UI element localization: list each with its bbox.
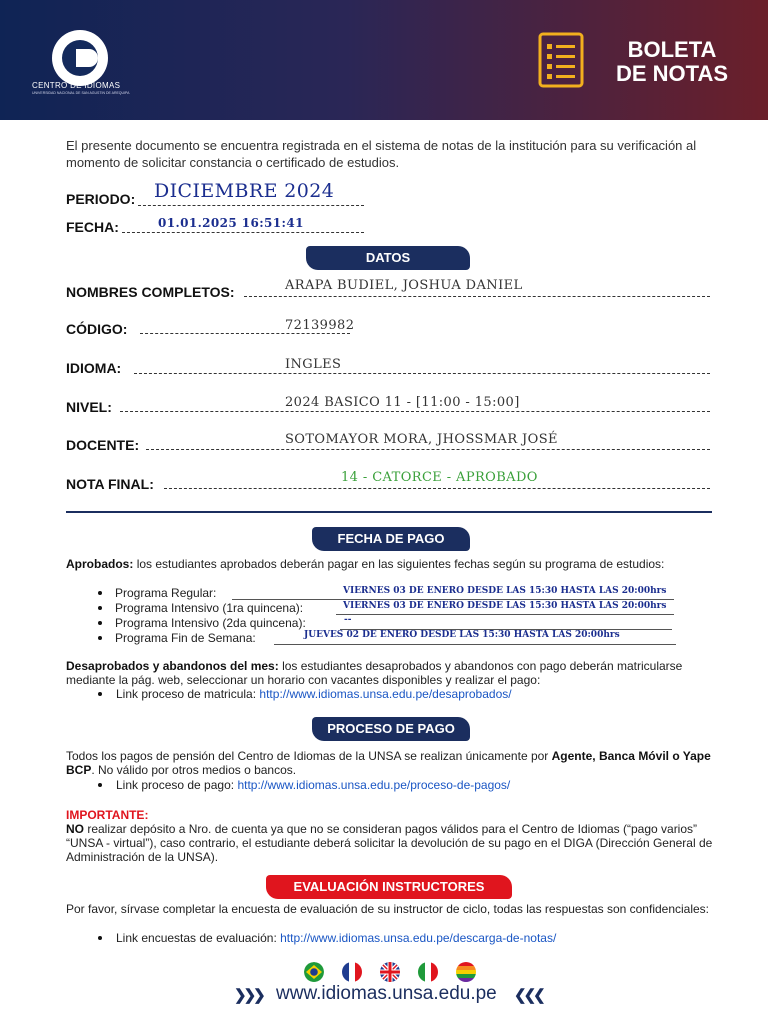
fecha-line [122, 232, 364, 233]
link-evaluacion[interactable]: http://www.idiomas.unsa.edu.pe/descarga-de-notas/ [280, 931, 557, 945]
programa-intensivo2-label: Programa Intensivo (2da quincena): [115, 616, 306, 630]
proceso-text-c: . No válido por otros medios o bancos. [91, 763, 297, 777]
nombres-label: NOMBRES COMPLETOS: [66, 284, 235, 300]
importante-label: IMPORTANTE: [66, 808, 149, 822]
nota-line [164, 488, 710, 489]
docente-value: SOTOMAYOR MORA, JHOSSMAR JOSÉ [285, 432, 558, 447]
periodo-value: DICIEMBRE 2024 [154, 180, 335, 202]
aprobados-paragraph [66, 557, 716, 571]
link-matricula-label: Link proceso de matricula: [116, 687, 257, 701]
link-pago-row [116, 778, 510, 792]
desaprobados-text: los estudiantes desaprobados y abandonos con pago deberán matricularse mediante la pág. web, seleccionar un horario con vacantes disponibles y realizar el pago: [66, 659, 683, 687]
nombres-line [244, 296, 710, 297]
programa-intensivo1-line [336, 614, 674, 615]
link-pago-label: Link proceso de pago: [116, 778, 235, 792]
proceso-paragraph [66, 749, 716, 777]
document-list-icon [538, 32, 584, 88]
fecha-label: FECHA: [66, 219, 119, 235]
docente-line [146, 449, 710, 450]
uk-flag-icon [380, 962, 400, 982]
idioma-label: IDIOMA: [66, 360, 122, 376]
link-evaluacion-row [116, 931, 556, 945]
programa-intensivo2-value: -- [344, 615, 352, 625]
idioma-value: INGLES [285, 357, 342, 372]
importante-no: NO [66, 822, 84, 836]
datos-heading: DATOS [306, 246, 470, 270]
programa-finsemana-value: JUEVES 02 DE ENERO DESDE LAS 15:30 HASTA LAS 20:00hrs [304, 630, 620, 640]
programa-regular-line [232, 599, 674, 600]
nota-value: 14 - CATORCE - APROBADO [341, 470, 538, 485]
programa-intensivo1-label: Programa Intensivo (1ra quincena): [115, 601, 304, 615]
link-evaluacion-label: Link encuestas de evaluación: [116, 931, 277, 945]
proceso-pago-heading: PROCESO DE PAGO [312, 717, 470, 741]
intro-text: El presente documento se encuentra registrada en el sistema de notas de la institución para su verificación al momento de solicitar constancia o certificado de estudios. [66, 138, 697, 170]
footer-chevrons-right: ❮❮❮ [514, 987, 543, 1004]
footer-url[interactable]: www.idiomas.unsa.edu.pe [276, 983, 497, 1004]
evaluacion-text: Por favor, sírvase completar la encuesta de evaluación de su instructor de ciclo, todas las respuestas son confidenciales: [66, 902, 710, 916]
rainbow-flag-icon [456, 962, 476, 982]
boleta-title [616, 38, 728, 86]
programa-finsemana-line [274, 644, 676, 645]
importante-text: realizar depósito a Nro. de cuenta ya que no se consideran pagos válidos para el Centro de Idiomas (“pago varios” “UNSA - virtual”), caso contrario, el estudiante deberá solicitar la devolución de su pago en el DIGA (Dirección General de Administración de la UNSA). [66, 822, 713, 864]
france-flag-icon [342, 962, 362, 982]
nivel-value: 2024 BASICO 11 - [11:00 - 15:00] [285, 395, 520, 410]
docente-label: DOCENTE: [66, 437, 140, 453]
codigo-label: CÓDIGO: [66, 321, 128, 337]
codigo-line [140, 333, 350, 334]
brazil-flag-icon [304, 962, 324, 982]
evaluacion-heading: EVALUACIÓN INSTRUCTORES [266, 875, 512, 899]
italy-flag-icon [418, 962, 438, 982]
periodo-line [138, 205, 364, 206]
idioma-line [134, 373, 710, 374]
header-banner [0, 0, 768, 120]
proceso-text-b: Agente, Banca Móvil o Yape BCP [66, 749, 711, 777]
logo-subtitle: UNIVERSIDAD NACIONAL DE SAN AGUSTIN DE AREQUIPA [32, 91, 130, 95]
programa-regular-label: Programa Regular: [115, 586, 217, 600]
nivel-label: NIVEL: [66, 399, 112, 415]
codigo-value: 72139982 [285, 318, 355, 333]
proceso-text-a: Todos los pagos de pensión del Centro de Idiomas de la UNSA se realizan únicamente por [66, 749, 552, 763]
section-divider [66, 511, 712, 513]
nivel-line [120, 411, 710, 412]
footer-chevrons-left: ❯❯❯ [234, 987, 263, 1004]
desaprobados-label: Desaprobados y abandonos del mes: [66, 659, 279, 673]
desaprobados-paragraph [66, 659, 716, 687]
logo-text: CENTRO DE IDIOMAS [32, 81, 121, 90]
link-matricula[interactable]: http://www.idiomas.unsa.edu.pe/desaprobados/ [259, 687, 512, 701]
nombres-value: ARAPA BUDIEL, JOSHUA DANIEL [285, 278, 523, 293]
programa-finsemana-label: Programa Fin de Semana: [115, 631, 256, 645]
programa-intensivo1-value: VIERNES 03 DE ENERO DESDE LAS 15:30 HASTA LAS 20:00hrs [343, 601, 667, 611]
periodo-label: PERIODO: [66, 191, 136, 207]
fecha-pago-heading: FECHA DE PAGO [312, 527, 470, 551]
link-pago[interactable]: http://www.idiomas.unsa.edu.pe/proceso-de-pagos/ [237, 778, 511, 792]
link-matricula-row [116, 687, 512, 701]
nota-label: NOTA FINAL: [66, 476, 154, 492]
title-line-2: DE NOTAS [616, 61, 729, 86]
aprobados-label: Aprobados: [66, 557, 134, 571]
aprobados-text: los estudiantes aprobados deberán pagar en las siguientes fechas según su programa de estudios: [136, 557, 665, 571]
title-line-1: BOLETA [627, 37, 717, 62]
fecha-value: 01.01.2025 16:51:41 [158, 216, 304, 230]
programa-regular-value: VIERNES 03 DE ENERO DESDE LAS 15:30 HASTA LAS 20:00hrs [343, 586, 667, 596]
logo-icon [52, 30, 108, 86]
importante-paragraph [66, 808, 716, 864]
